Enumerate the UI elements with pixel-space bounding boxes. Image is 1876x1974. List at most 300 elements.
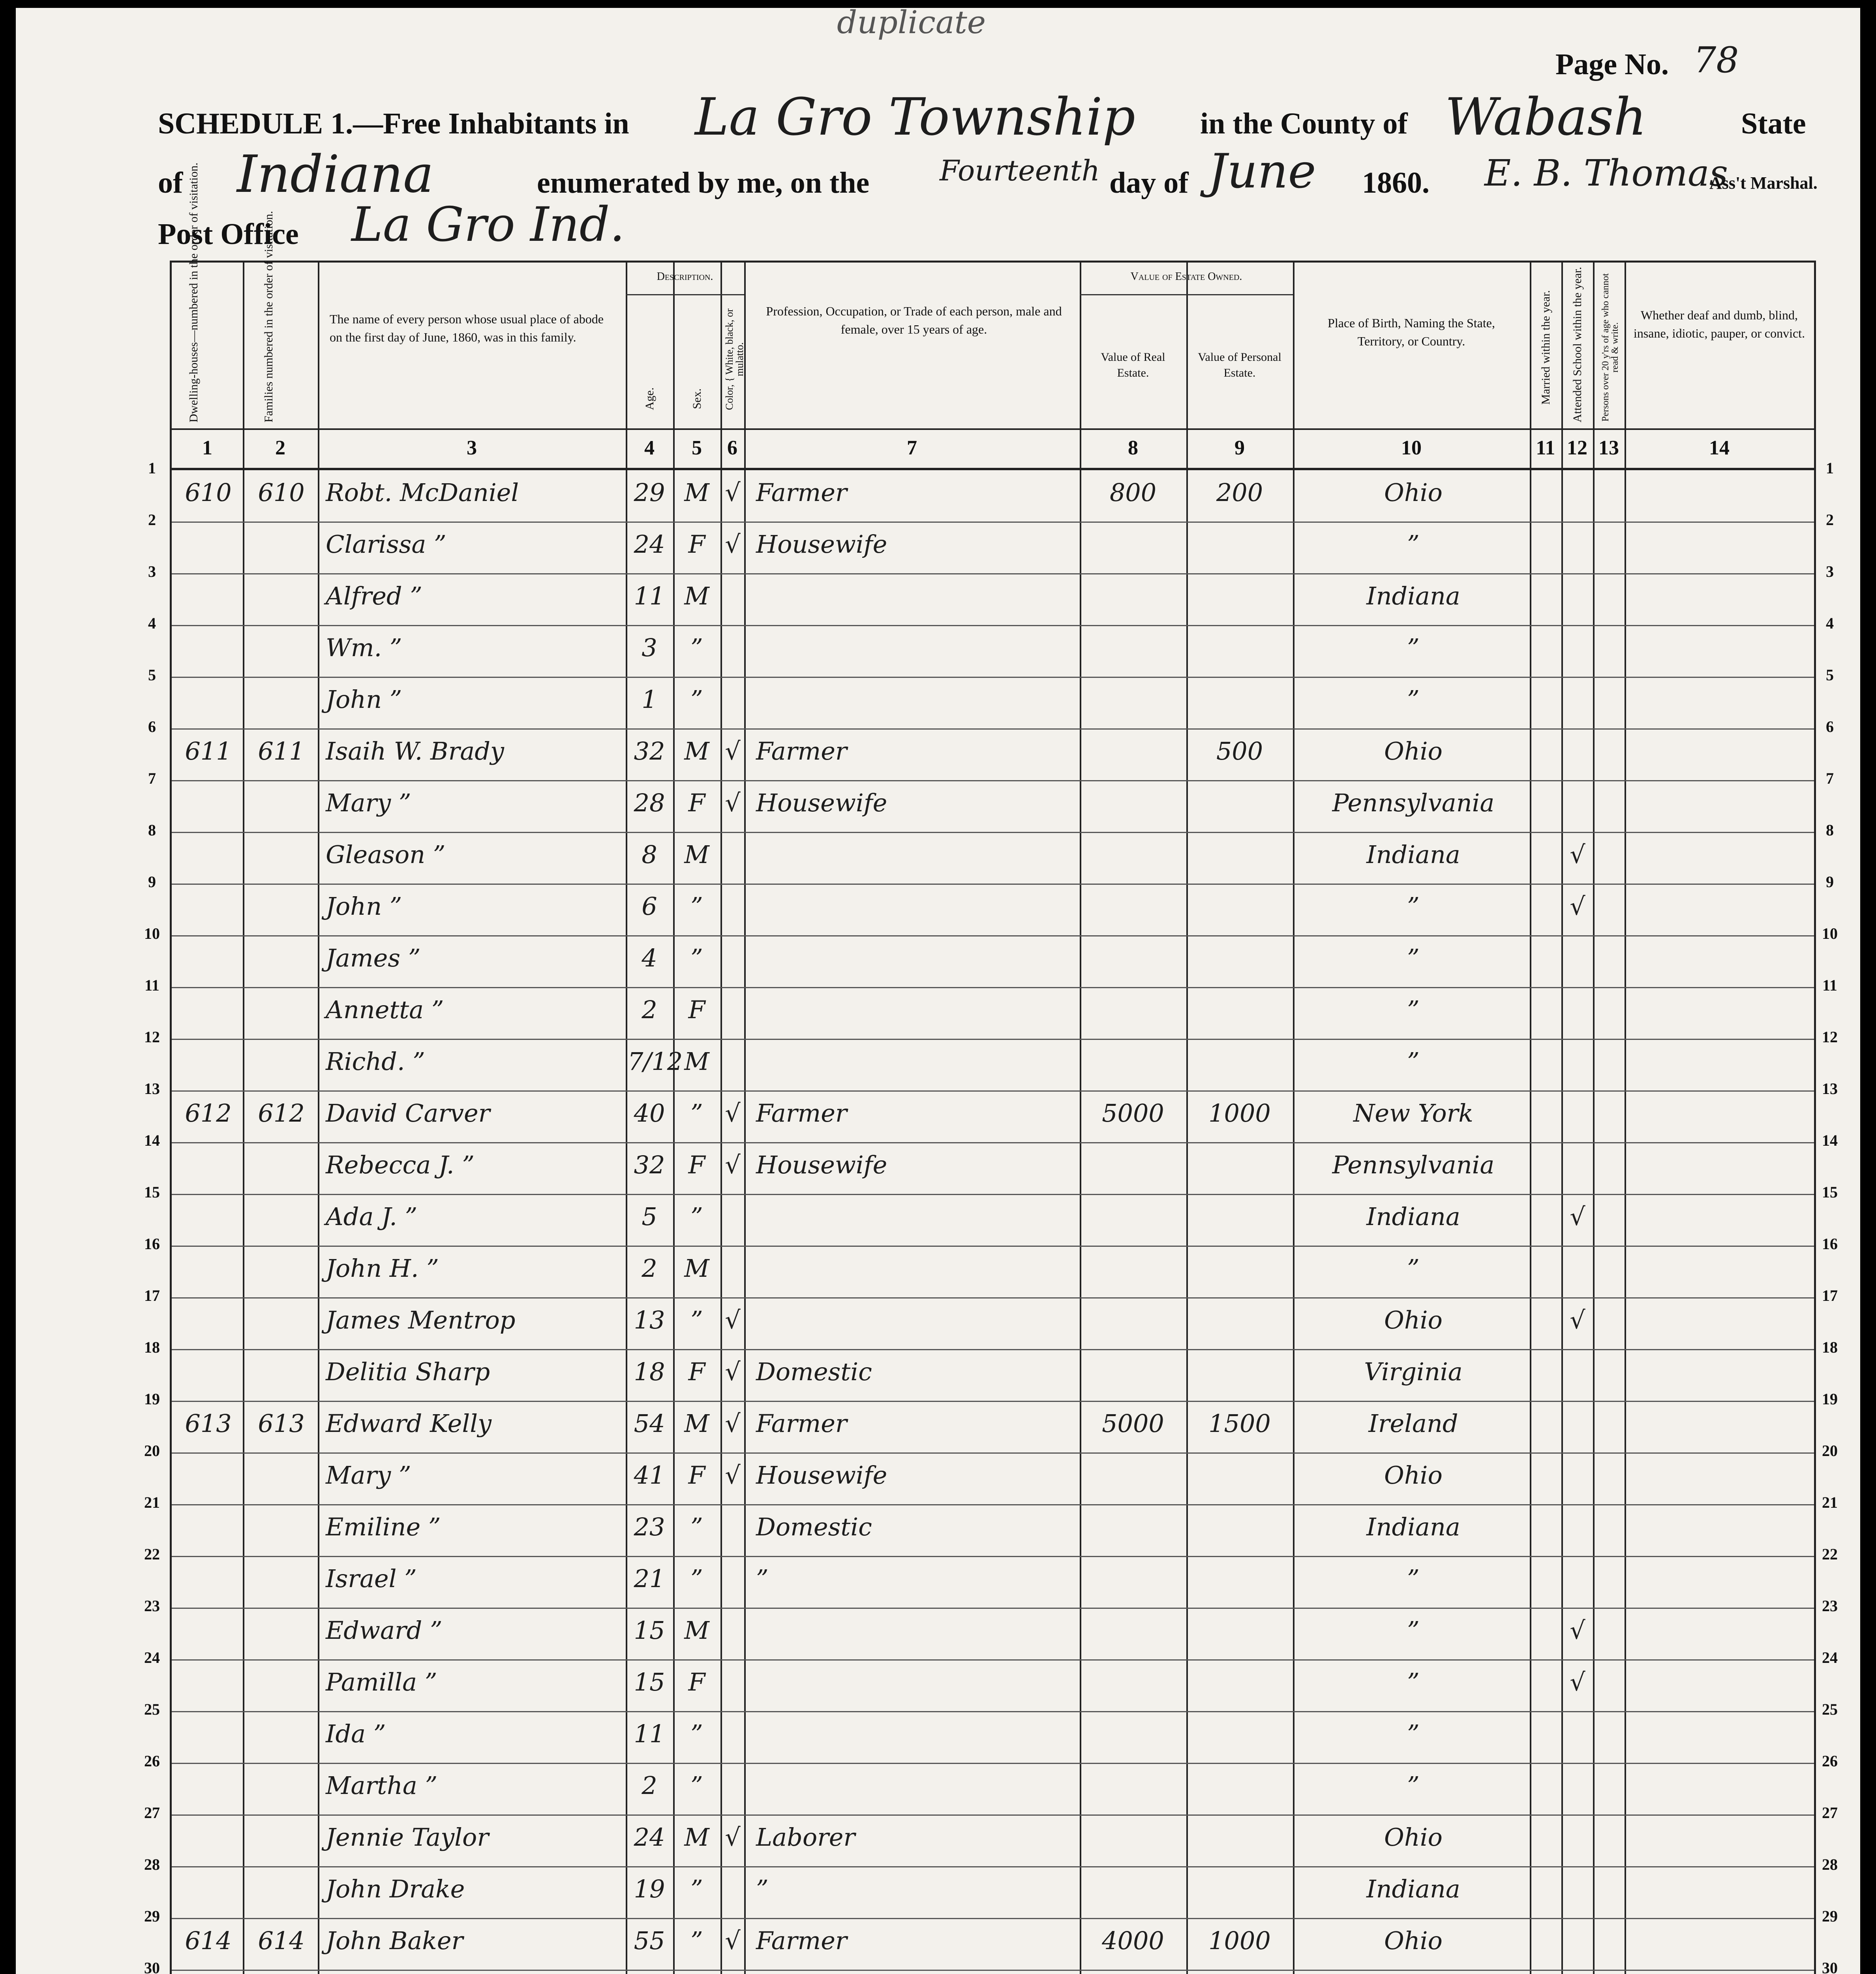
occupation: Farmer [756, 1926, 847, 1955]
left-row-number: 3 [148, 563, 156, 580]
sex: ” [690, 1875, 703, 1903]
table-row [172, 987, 1814, 1039]
married-mark [1532, 1346, 1560, 1398]
color-mark [722, 1604, 743, 1656]
real-estate-value [1082, 1036, 1184, 1087]
left-row-number: 23 [144, 1597, 160, 1615]
occupation: Farmer [756, 1409, 847, 1438]
color-mark: √ [725, 1823, 741, 1852]
school-mark [1563, 1811, 1592, 1863]
age: 15 [634, 1616, 665, 1645]
personal-estate-value [1188, 1708, 1291, 1760]
family-number [247, 1242, 316, 1294]
right-row-number: 5 [1826, 666, 1834, 684]
age: 40 [634, 1099, 665, 1128]
married-mark [1532, 1191, 1560, 1242]
school-mark: √ [1570, 1668, 1585, 1696]
occupation: Domestic [756, 1512, 872, 1541]
col12-header: Attended School within the year. [1571, 266, 1584, 422]
school-mark [1563, 1863, 1592, 1915]
color-mark [722, 570, 743, 622]
illiterate-mark [1595, 518, 1623, 570]
birth-place: Indiana [1366, 1875, 1460, 1903]
married-mark [1532, 674, 1560, 725]
col9-header: Value of Personal Estate. [1198, 351, 1281, 379]
right-row-number: 2 [1826, 511, 1834, 529]
personal-estate-value [1188, 1346, 1291, 1398]
sex: M [684, 1047, 709, 1076]
color-mark [722, 984, 743, 1036]
age [628, 1966, 671, 1974]
left-row-number: 9 [148, 873, 156, 891]
sex: M [684, 840, 709, 869]
illiterate-mark [1595, 570, 1623, 622]
person-name: Mary ” [326, 1461, 411, 1490]
person-name: Delitia Sharp [326, 1357, 490, 1386]
family-number [247, 1760, 316, 1811]
real-estate-value [1082, 725, 1184, 777]
real-estate-value [1082, 1449, 1184, 1501]
illiterate-mark [1595, 1863, 1623, 1915]
person-name: Israel ” [326, 1564, 417, 1593]
sex: M [684, 582, 709, 610]
school-mark: √ [1570, 1616, 1585, 1645]
col1-header: Dwelling-houses—numbered in the order of visitation. [187, 162, 200, 422]
personal-estate-value: 500 [1216, 737, 1263, 766]
age: 32 [634, 1150, 665, 1179]
column-number: 8 [1128, 437, 1138, 459]
column-number: 7 [907, 437, 917, 459]
dwelling-number [176, 674, 241, 725]
birth-place: ” [1407, 1771, 1420, 1800]
real-estate-value [1082, 1553, 1184, 1604]
color-mark [722, 1501, 743, 1553]
personal-estate-value [1188, 880, 1291, 932]
married-mark [1532, 622, 1560, 674]
color-mark: √ [725, 1926, 741, 1955]
birth-place: Indiana [1366, 840, 1460, 869]
person-name: Martha ” [326, 1771, 438, 1800]
sex: F [688, 1150, 705, 1179]
right-row-numbers [1812, 459, 1852, 1974]
school-mark [1563, 1346, 1592, 1398]
family-number [247, 1346, 316, 1398]
real-estate-value [1082, 1242, 1184, 1294]
occupation [756, 880, 1072, 932]
birth-place: New York [1353, 1099, 1473, 1128]
left-row-number: 25 [144, 1700, 160, 1718]
real-estate-value [1082, 829, 1184, 880]
color-mark [722, 1036, 743, 1087]
illiterate-mark [1595, 1398, 1623, 1449]
real-estate-value [1082, 674, 1184, 725]
table-row [172, 625, 1814, 677]
duplicate-mark: duplicate [837, 4, 986, 41]
county: Wabash [1445, 87, 1647, 147]
table-row [172, 1194, 1814, 1246]
illiterate-mark [1595, 1036, 1623, 1087]
personal-estate-value [1188, 518, 1291, 570]
birth-place: ” [1407, 1616, 1420, 1645]
table-row [172, 1556, 1814, 1608]
illiterate-mark [1595, 932, 1623, 984]
real-estate-value [1082, 1294, 1184, 1346]
dwelling-number [176, 1708, 241, 1760]
person-name: Rebecca J. ” [326, 1150, 475, 1179]
birth-place: ” [1407, 1254, 1420, 1283]
person-name: James ” [326, 944, 421, 972]
illiterate-mark [1595, 880, 1623, 932]
left-row-number: 28 [144, 1856, 160, 1873]
dwelling-number: 613 [185, 1409, 232, 1438]
family-number [247, 1863, 316, 1915]
person-name [326, 1966, 624, 1974]
table-row [172, 1297, 1814, 1349]
birth-place [1301, 1966, 1526, 1974]
illiterate-mark [1595, 725, 1623, 777]
sex: F [688, 1461, 705, 1490]
census-sheet [16, 4, 1860, 1974]
color-mark [722, 622, 743, 674]
real-estate-value [1082, 570, 1184, 622]
family-number [247, 1966, 316, 1974]
post-office: La Gro Ind. [351, 197, 625, 252]
table-row [172, 1970, 1814, 1974]
sex: F [688, 995, 705, 1024]
table-row [172, 935, 1814, 987]
real-estate-value [1082, 1191, 1184, 1242]
age: 23 [634, 1512, 665, 1541]
column-number: 1 [202, 437, 212, 459]
birth-place: Ohio [1384, 1926, 1443, 1955]
personal-estate-value [1188, 1553, 1291, 1604]
birth-place: Indiana [1366, 1202, 1460, 1231]
illiterate-mark [1595, 674, 1623, 725]
dwelling-number [176, 1811, 241, 1863]
real-estate-value [1082, 984, 1184, 1036]
township: La Gro Township [695, 87, 1135, 147]
table-row [172, 832, 1814, 884]
school-mark [1563, 467, 1592, 518]
family-number [247, 1708, 316, 1760]
illiterate-mark [1595, 1708, 1623, 1760]
birth-place: Virginia [1364, 1357, 1463, 1386]
right-row-number: 9 [1826, 873, 1834, 891]
occupation [756, 674, 1072, 725]
left-row-number: 24 [144, 1649, 160, 1666]
dwelling-number: 614 [185, 1926, 232, 1955]
personal-estate-value [1188, 1656, 1291, 1708]
family-number [247, 1656, 316, 1708]
person-name: Wm. ” [326, 633, 402, 662]
right-row-number: 12 [1822, 1028, 1838, 1046]
personal-estate-value: 1000 [1208, 1926, 1271, 1955]
personal-estate-value [1188, 1139, 1291, 1191]
person-name: John Drake [326, 1875, 465, 1903]
table-row [172, 728, 1814, 780]
person-name: Clarissa ” [326, 530, 446, 559]
married-mark [1532, 777, 1560, 829]
illiterate-mark [1595, 467, 1623, 518]
right-row-number: 16 [1822, 1235, 1838, 1253]
left-row-number: 30 [144, 1959, 160, 1974]
dwelling-number [176, 1604, 241, 1656]
real-estate-value: 5000 [1102, 1409, 1164, 1438]
left-row-number: 17 [144, 1287, 160, 1304]
color-mark: √ [725, 1461, 741, 1490]
person-name: Mary ” [326, 788, 411, 817]
dwelling-number [176, 829, 241, 880]
school-mark [1563, 1242, 1592, 1294]
sex: ” [690, 1512, 703, 1541]
dwelling-number [176, 777, 241, 829]
personal-estate-value: 1000 [1208, 1099, 1271, 1128]
family-number [247, 622, 316, 674]
right-row-number: 10 [1822, 925, 1838, 942]
school-mark [1563, 1087, 1592, 1139]
family-number [247, 932, 316, 984]
right-row-number: 26 [1822, 1752, 1838, 1770]
column-number: 2 [275, 437, 285, 459]
left-row-number: 5 [148, 666, 156, 684]
birth-place: Ohio [1384, 737, 1443, 766]
age: 28 [634, 788, 665, 817]
person-name: Edward ” [326, 1616, 443, 1645]
age: 32 [634, 737, 665, 766]
married-mark [1532, 1087, 1560, 1139]
left-row-numbers [134, 459, 170, 1974]
right-row-number: 15 [1822, 1183, 1838, 1201]
married-mark [1532, 570, 1560, 622]
married-mark [1532, 1501, 1560, 1553]
sex: M [684, 1254, 709, 1283]
enumerated-label: enumerated by me, on the [537, 166, 870, 199]
family-number [247, 984, 316, 1036]
family-number [247, 1501, 316, 1553]
personal-estate-value [1188, 1966, 1291, 1974]
sex: ” [690, 1719, 703, 1748]
illiterate-mark [1595, 622, 1623, 674]
illiterate-mark [1595, 984, 1623, 1036]
left-row-number: 27 [144, 1804, 160, 1822]
year: 1860. [1362, 166, 1430, 199]
family-number [247, 1449, 316, 1501]
col2-header: Families numbered in the order of visitation. [262, 211, 275, 422]
personal-estate-value [1188, 1036, 1291, 1087]
school-mark [1563, 674, 1592, 725]
personal-estate-value [1188, 777, 1291, 829]
occupation [756, 1036, 1072, 1087]
person-name: Ida ” [326, 1719, 386, 1748]
table-row [172, 1918, 1814, 1970]
occupation: Domestic [756, 1357, 872, 1386]
illiterate-mark [1595, 1915, 1623, 1966]
dwelling-number [176, 1294, 241, 1346]
sex: ” [690, 1564, 703, 1593]
right-row-number: 29 [1822, 1907, 1838, 1925]
left-row-number: 4 [148, 614, 156, 632]
color-mark: √ [725, 1306, 741, 1334]
illiterate-mark [1595, 1242, 1623, 1294]
birth-place: Ohio [1384, 1461, 1443, 1490]
family-number: 611 [258, 737, 305, 766]
married-mark [1532, 1449, 1560, 1501]
color-mark [722, 1708, 743, 1760]
personal-estate-value: 200 [1216, 478, 1263, 507]
school-mark [1563, 1708, 1592, 1760]
age: 3 [642, 633, 657, 662]
school-mark [1563, 1966, 1592, 1974]
page-label: Page No. [1555, 48, 1669, 81]
column-number: 10 [1401, 437, 1422, 459]
dwelling-number [176, 518, 241, 570]
birth-place: ” [1407, 633, 1420, 662]
left-row-number: 20 [144, 1442, 160, 1460]
age: 55 [634, 1926, 665, 1955]
birth-place: Pennsylvania [1332, 1150, 1495, 1179]
real-estate-value [1082, 1863, 1184, 1915]
real-estate-value [1082, 1501, 1184, 1553]
dwelling-number [176, 1449, 241, 1501]
left-row-number: 22 [144, 1545, 160, 1563]
color-mark [722, 1242, 743, 1294]
married-mark [1532, 1139, 1560, 1191]
illiterate-mark [1595, 1604, 1623, 1656]
description-header: Description. [657, 270, 713, 283]
left-row-number: 8 [148, 821, 156, 839]
person-name: Alfred ” [326, 582, 422, 610]
personal-estate-value [1188, 570, 1291, 622]
married-mark [1532, 984, 1560, 1036]
col11-header: Married within the year. [1539, 290, 1552, 405]
table-row [172, 1452, 1814, 1504]
schedule-label: SCHEDULE 1.—Free Inhabitants in [158, 107, 629, 140]
birth-place: ” [1407, 1047, 1420, 1076]
left-row-number: 12 [144, 1028, 160, 1046]
married-mark [1532, 1656, 1560, 1708]
age: 41 [634, 1461, 665, 1490]
personal-estate-value [1188, 984, 1291, 1036]
age: 8 [642, 840, 657, 869]
school-mark: √ [1570, 1306, 1585, 1334]
right-row-number: 17 [1822, 1287, 1838, 1304]
real-estate-value [1082, 622, 1184, 674]
col14-header: Whether deaf and dumb, blind, insane, idiotic, pauper, or convict. [1633, 308, 1805, 340]
dwelling-number [176, 1242, 241, 1294]
table-row [172, 1401, 1814, 1452]
age: 5 [642, 1202, 657, 1231]
of-label: of [158, 166, 183, 199]
school-mark [1563, 1139, 1592, 1191]
person-name: John Baker [326, 1926, 463, 1955]
right-row-number: 1 [1826, 459, 1834, 477]
illiterate-mark [1595, 1553, 1623, 1604]
real-estate-value [1082, 880, 1184, 932]
illiterate-mark [1595, 1139, 1623, 1191]
person-name: John ” [326, 892, 402, 921]
sex: M [684, 1616, 709, 1645]
dwelling-number [176, 1966, 241, 1974]
married-mark [1532, 1863, 1560, 1915]
right-row-number: 23 [1822, 1597, 1838, 1615]
right-row-number: 4 [1826, 614, 1834, 632]
color-mark: √ [725, 1099, 741, 1128]
left-row-number: 1 [148, 459, 156, 477]
color-mark [722, 674, 743, 725]
age: 4 [642, 944, 657, 972]
table-row [172, 470, 1814, 522]
right-row-number: 22 [1822, 1545, 1838, 1563]
occupation: Housewife [756, 1150, 887, 1179]
age: 11 [634, 582, 665, 610]
married-mark [1532, 1915, 1560, 1966]
county-label: in the County of [1200, 107, 1408, 140]
left-row-number: 15 [144, 1183, 160, 1201]
personal-estate-value [1188, 1760, 1291, 1811]
right-row-number: 21 [1822, 1494, 1838, 1511]
table-row [172, 522, 1814, 573]
sex: ” [690, 1099, 703, 1128]
personal-estate-value [1188, 1191, 1291, 1242]
occupation [756, 1656, 1072, 1708]
family-number [247, 518, 316, 570]
occupation [756, 984, 1072, 1036]
illiterate-mark [1595, 829, 1623, 880]
person-name: James Mentrop [326, 1306, 516, 1334]
marshal-label: Ass't Marshal. [1709, 173, 1818, 193]
column-number: 11 [1536, 437, 1555, 459]
left-row-number: 13 [144, 1080, 160, 1098]
column-number: 6 [727, 437, 737, 459]
color-mark [722, 829, 743, 880]
birth-place: ” [1407, 530, 1420, 559]
school-mark [1563, 570, 1592, 622]
color-mark [722, 1760, 743, 1811]
birth-place: Ireland [1368, 1409, 1458, 1438]
right-row-number: 20 [1822, 1442, 1838, 1460]
illiterate-mark [1595, 1656, 1623, 1708]
illiterate-mark [1595, 1294, 1623, 1346]
married-mark [1532, 518, 1560, 570]
left-row-number: 11 [144, 976, 159, 994]
table-row [172, 1711, 1814, 1763]
married-mark [1532, 1036, 1560, 1087]
age: 11 [634, 1719, 665, 1748]
real-estate-value [1082, 777, 1184, 829]
person-name: Richd. ” [326, 1047, 425, 1076]
left-row-number: 10 [144, 925, 160, 942]
occupation [756, 1966, 1072, 1974]
real-estate-value: 4000 [1102, 1926, 1164, 1955]
birth-place: ” [1407, 995, 1420, 1024]
left-row-number: 29 [144, 1907, 160, 1925]
school-mark [1563, 777, 1592, 829]
occupation [756, 1294, 1072, 1346]
real-estate-value: 5000 [1102, 1099, 1164, 1128]
table-row [172, 1815, 1814, 1866]
occupation: ” [756, 1564, 769, 1593]
color-mark: √ [725, 788, 741, 817]
table-row [172, 1246, 1814, 1297]
age: 2 [642, 1254, 657, 1283]
post-office-label: Post Office [158, 218, 299, 251]
sex: M [684, 1823, 709, 1852]
personal-estate-value [1188, 1811, 1291, 1863]
col10-header: Place of Birth, Naming the State, Territory, or Country. [1328, 316, 1495, 348]
illiterate-mark [1595, 1760, 1623, 1811]
marshal: E. B. Thomas [1484, 152, 1728, 194]
married-mark [1532, 1242, 1560, 1294]
